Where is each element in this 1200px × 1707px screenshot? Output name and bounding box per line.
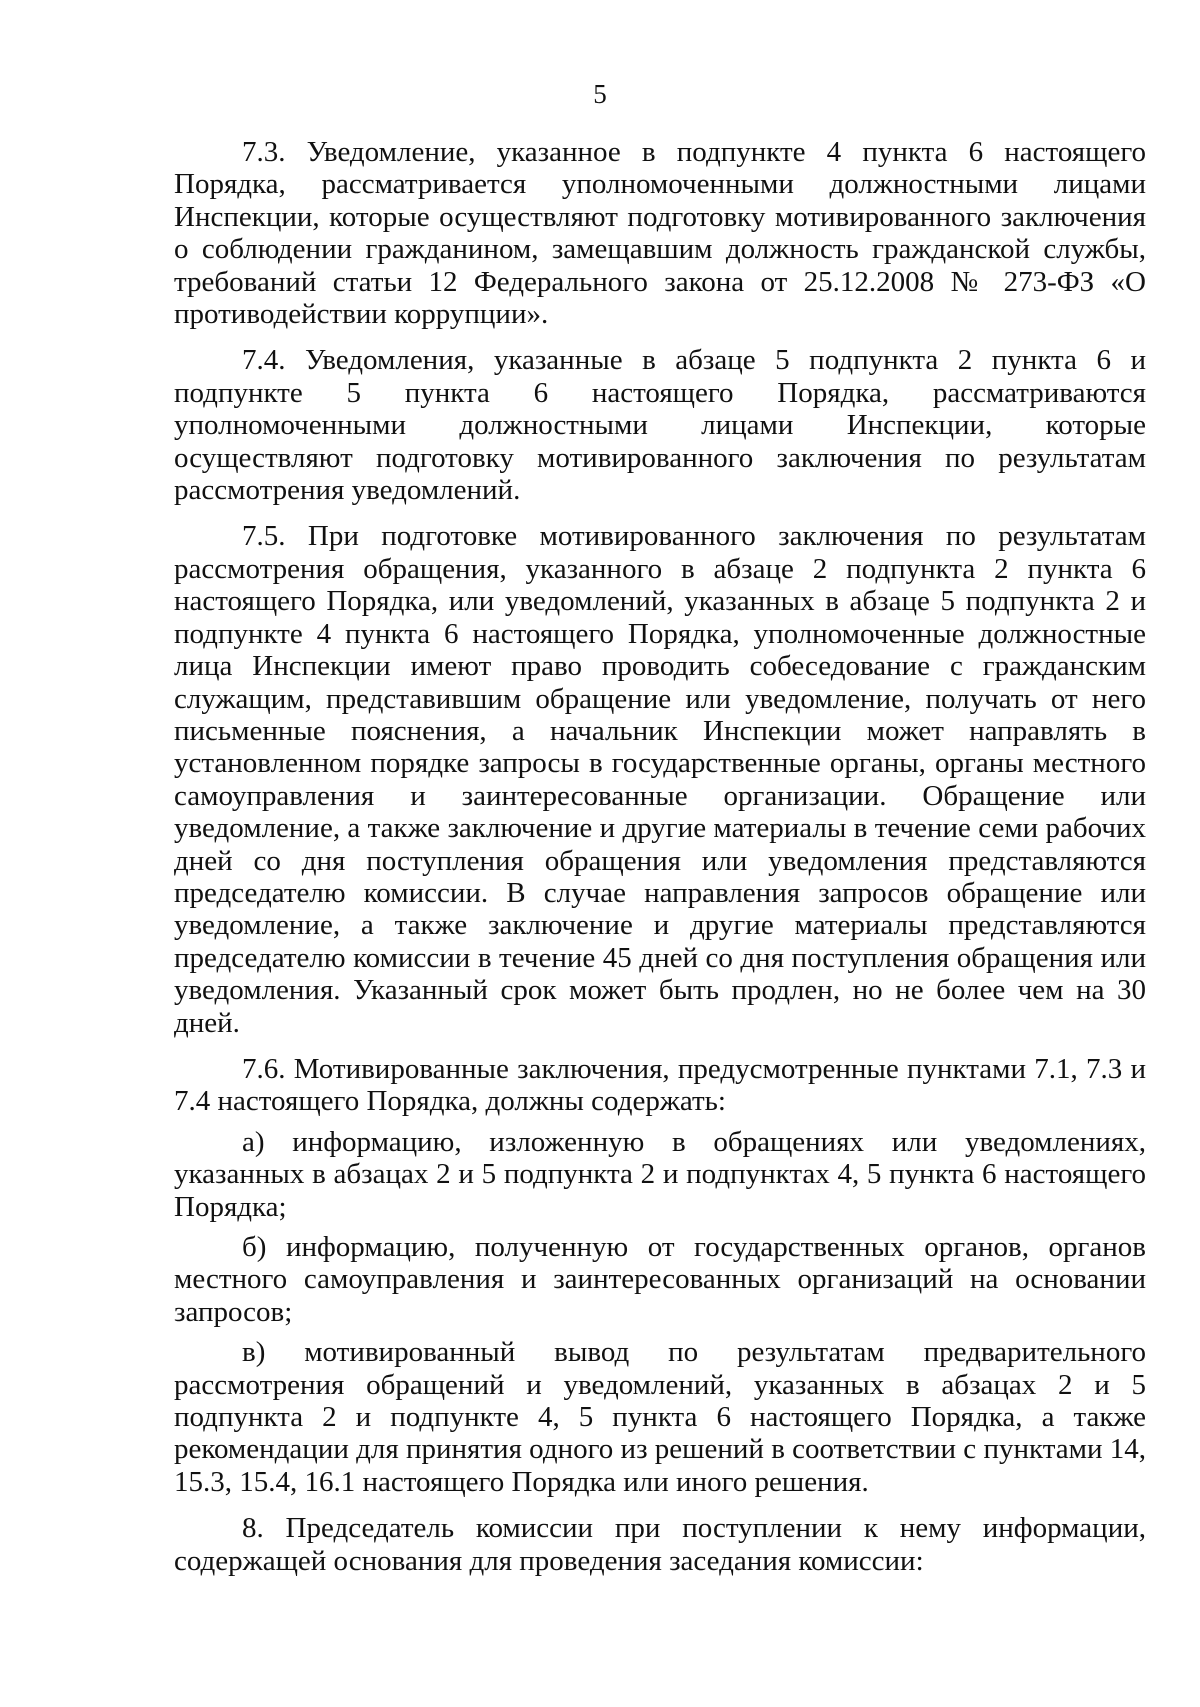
paragraph-7-6: 7.6. Мотивированные заключения, предусмотренные пунктами 7.1, 7.3 и 7.4 настоящего Порядка, должны содержать: — [174, 1052, 1146, 1118]
document-body — [174, 136, 1146, 1577]
paragraph-7-4: 7.4. Уведомления, указанные в абзаце 5 подпункта 2 пункта 6 и подпункте 5 пункта 6 настоящего Порядка, рассматриваются уполномоченными должностными лицами Инспекции, которые осуществляют подготовку мотивированного заключения по результатам рассмотрения уведомлений. — [174, 344, 1146, 507]
list-item-b: б) информацию, полученную от государственных органов, органов местного самоуправления и заинтересованных организаций на основании запросов; — [174, 1231, 1146, 1328]
paragraph-7-5: 7.5. При подготовке мотивированного заключения по результатам рассмотрения обращения, указанного в абзаце 2 подпункта 2 пункта 6 настоящего Порядка, или уведомлений, указанных в абзаце 5 подпункта 2 и подпункте 4 пункта 6 настоящего Порядка, уполномоченные должностные лица Инспекции имеют право проводить собеседование с гражданским служащим, представившим обращение или уведомление, получать от него письменные пояснения, а начальник Инспекции может направлять в установленном порядке запросы в государственные органы, органы местного самоуправления и заинтересованные организации. Обращение или уведомление, а также заключение и другие материалы в течение семи рабочих дней со дня поступления обращения или уведомления представляются председателю комиссии. В случае направления запросов обращение или уведомление, а также заключение и другие материалы представляются председателю комиссии в течение 45 дней со дня поступления обращения или уведомления. Указанный срок может быть продлен, но не более чем на 30 дней. — [174, 520, 1146, 1039]
paragraph-8: 8. Председатель комиссии при поступлении к нему информации, содержащей основания для проведения заседания комиссии: — [174, 1512, 1146, 1577]
page-number: 5 — [593, 79, 607, 109]
list-item-v: в) мотивированный вывод по результатам предварительного рассмотрения обращений и уведомлений, указанных в абзацах 2 и 5 подпункта 2 и подпункте 4, 5 пункта 6 настоящего Порядка, а также рекомендации для принятия одного из решений в соответствии с пунктами 14, 15.3, 15.4, 16.1 настоящего Порядка или иного решения. — [174, 1336, 1146, 1498]
list-item-a: а) информацию, изложенную в обращениях или уведомлениях, указанных в абзацах 2 и 5 подпункта 2 и подпунктах 4, 5 пункта 6 настоящего Порядка; — [174, 1125, 1146, 1223]
paragraph-7-3: 7.3. Уведомление, указанное в подпункте 4 пункта 6 настоящего Порядка, рассматривается уполномоченными должностными лицами Инспекции, которые осуществляют подготовку мотивированного заключения о соблюдении гражданином, замещавшим должность гражданской службы, требований статьи 12 Федерального закона от 25.12.2008 № 273-ФЗ «О противодействии коррупции». — [174, 136, 1146, 331]
